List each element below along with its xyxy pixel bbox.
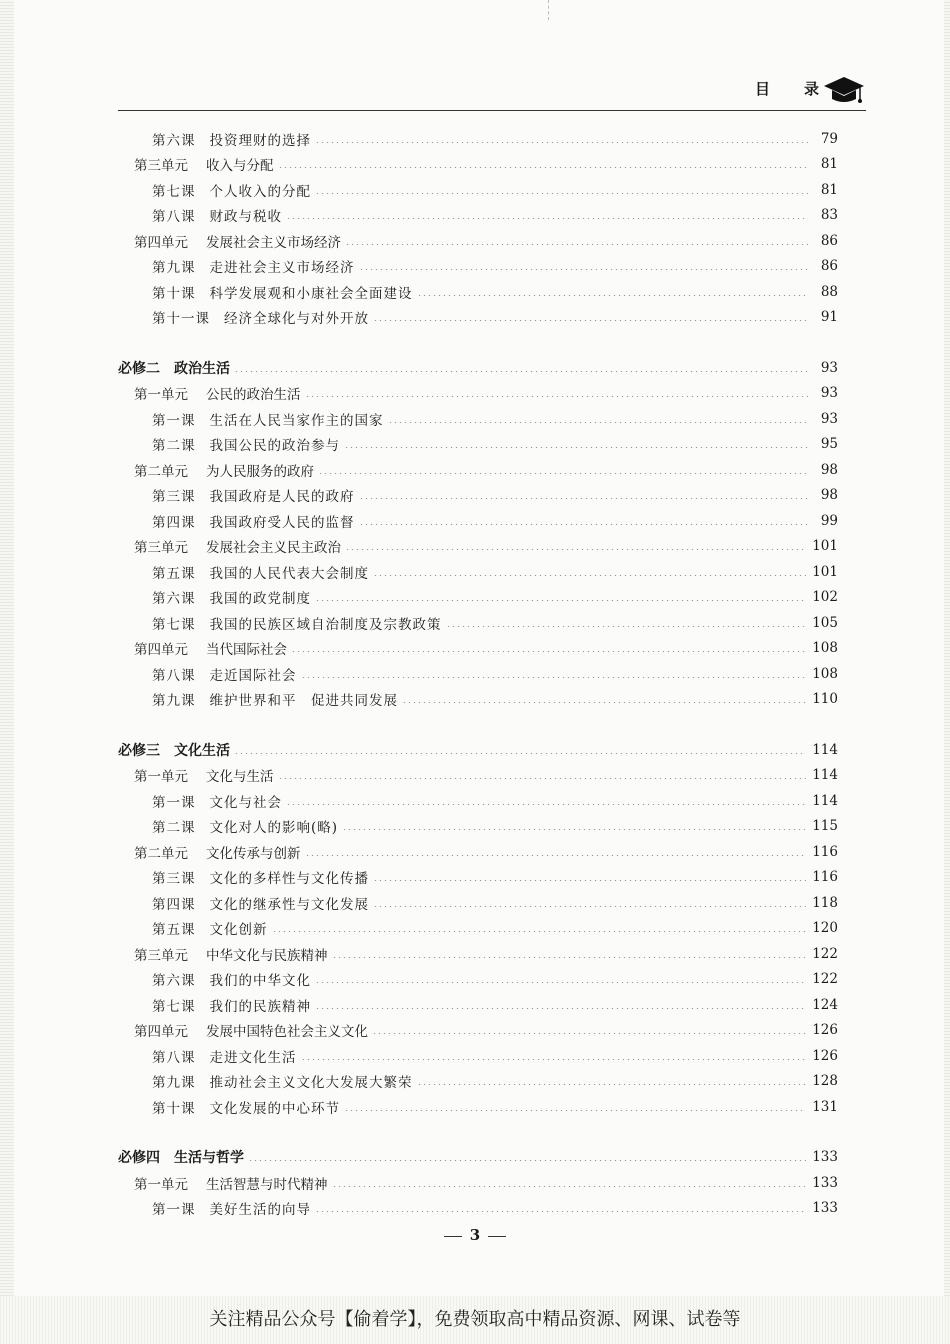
toc-page-number: 108 — [812, 640, 838, 656]
toc-entry-number: 第二单元 — [134, 464, 188, 480]
toc-lesson-row — [152, 1070, 838, 1092]
toc-page-number: 98 — [820, 462, 838, 478]
toc-entry-title: 生活与哲学 — [174, 1150, 244, 1166]
toc-leader-dots — [301, 1059, 807, 1060]
toc-entry-title: 我国政府受人民的监督 — [209, 515, 355, 531]
toc-entry-label — [134, 1020, 368, 1040]
toc-entry-label — [152, 791, 282, 811]
toc-entry-title: 科学发展观和小康社会全面建设 — [209, 286, 413, 302]
toc-leader-dots — [278, 167, 809, 168]
toc-entry-title: 生活智慧与时代精神 — [206, 1177, 328, 1193]
toc-page-number: 101 — [812, 538, 838, 554]
toc-entry-title: 文化发展的中心环节 — [209, 1101, 340, 1117]
toc-leader-dots — [373, 880, 806, 881]
toc-module-row — [118, 1146, 838, 1168]
toc-page-number: 105 — [812, 615, 838, 631]
toc-page-number: 126 — [812, 1048, 838, 1064]
toc-page-number: 83 — [820, 207, 838, 223]
toc-leader-dots — [272, 931, 807, 932]
toc-page-number: 133 — [812, 1175, 838, 1191]
toc-lesson-row — [152, 586, 838, 608]
toc-lesson-row — [152, 510, 838, 532]
toc-page-number: 79 — [820, 131, 838, 147]
toc-leader-dots — [248, 1160, 806, 1161]
toc-page-number: 86 — [820, 258, 838, 274]
toc-leader-dots — [315, 600, 806, 601]
toc-entry-number: 第四单元 — [134, 642, 188, 658]
toc-page-number: 124 — [812, 997, 838, 1013]
page-number-dash-right — [488, 1236, 506, 1237]
toc-entry-label — [152, 562, 369, 582]
toc-leader-dots — [315, 142, 808, 143]
toc-entry-label — [152, 689, 398, 709]
toc-page-number: 93 — [820, 411, 838, 427]
page-number-value: 3 — [469, 1226, 481, 1244]
toc-entry-number: 第七课 — [152, 999, 196, 1015]
toc-page-number: 120 — [812, 920, 838, 936]
toc-leader-dots — [315, 982, 806, 983]
toc-entry-number: 第八课 — [152, 1050, 196, 1066]
toc-entry-number: 第三课 — [152, 489, 196, 505]
toc-entry-label — [118, 740, 230, 760]
toc-entry-number: 第四单元 — [134, 1024, 188, 1040]
toc-unit-row — [134, 1019, 838, 1041]
toc-leader-dots — [417, 1084, 807, 1085]
toc-entry-title: 发展社会主义民主政治 — [206, 540, 341, 556]
toc-lesson-row — [152, 917, 838, 939]
toc-page-number: 93 — [820, 360, 838, 376]
toc-unit-row — [134, 1172, 838, 1194]
toc-entry-number: 第四课 — [152, 515, 196, 531]
toc-entry-label — [134, 460, 314, 480]
toc-entry-label — [152, 129, 311, 149]
toc-entry-label — [152, 613, 442, 633]
toc-page-number: 122 — [812, 946, 838, 962]
toc-entry-number: 第六课 — [152, 591, 196, 607]
toc-entry-label — [134, 1173, 328, 1193]
toc-entry-label — [134, 154, 274, 174]
toc-entry-label — [152, 485, 355, 505]
toc-page-number: 114 — [812, 793, 838, 809]
toc-entry-label — [152, 816, 338, 836]
toc-entry-title: 发展中国特色社会主义文化 — [206, 1024, 368, 1040]
toc-entry-label — [118, 1147, 244, 1167]
toc-module-row — [118, 357, 838, 379]
toc-entry-label — [152, 1071, 413, 1091]
toc-lesson-row — [152, 790, 838, 812]
toc-leader-dots — [446, 626, 807, 627]
toc-leader-dots — [402, 702, 806, 703]
toc-entry-number: 第十课 — [152, 1101, 196, 1117]
toc-entry-number: 第二单元 — [134, 846, 188, 862]
toc-entry-number: 第五课 — [152, 922, 196, 938]
toc-entry-number: 第九课 — [152, 1075, 196, 1091]
toc-entry-number: 第七课 — [152, 617, 196, 633]
toc-page-number: 110 — [812, 691, 838, 707]
toc-entry-title: 投资理财的选择 — [209, 133, 311, 149]
page-number — [0, 1226, 950, 1244]
toc-entry-title: 生活在人民当家作主的国家 — [209, 413, 384, 429]
toc-entry-label — [134, 765, 274, 785]
toc-entry-label — [152, 587, 311, 607]
toc-leader-dots — [373, 906, 806, 907]
toc-entry-number: 第三单元 — [134, 158, 188, 174]
toc-page-number: 81 — [820, 156, 838, 172]
toc-entry-title: 走近国际社会 — [209, 668, 297, 684]
toc-lesson-row — [152, 408, 838, 430]
toc-entry-title: 维护世界和平 促进共同发展 — [209, 693, 398, 709]
toc-lesson-row — [152, 561, 838, 583]
toc-unit-row — [134, 382, 838, 404]
toc-lesson-row — [152, 994, 838, 1016]
toc-entry-number: 第五课 — [152, 566, 196, 582]
toc-page-number: 101 — [812, 564, 838, 580]
toc-entry-number: 第一课 — [152, 1202, 196, 1218]
toc-leader-dots — [372, 1033, 806, 1034]
toc-entry-label — [152, 434, 340, 454]
toc-entry-number: 第一单元 — [134, 387, 188, 403]
toc-entry-title: 美好生活的向导 — [209, 1202, 311, 1218]
toc-page-number: 126 — [812, 1022, 838, 1038]
toc-entry-title: 推动社会主义文化大发展大繁荣 — [209, 1075, 413, 1091]
toc-entry-title: 文化与社会 — [209, 795, 282, 811]
toc-leader-dots — [332, 957, 807, 958]
toc-lesson-row — [152, 968, 838, 990]
toc-lesson-row — [152, 663, 838, 685]
toc-entry-title: 文化创新 — [209, 922, 268, 938]
toc-page-number: 122 — [812, 971, 838, 987]
toc-leader-dots — [359, 498, 809, 499]
toc-entry-label — [152, 1097, 340, 1117]
toc-entry-title: 我国的政党制度 — [209, 591, 311, 607]
toc-lesson-row — [152, 255, 838, 277]
toc-leader-dots — [332, 1186, 807, 1187]
toc-page-number: 93 — [820, 385, 838, 401]
toc-entry-number: 第三课 — [152, 871, 196, 887]
toc-entry-title: 发展社会主义市场经济 — [206, 235, 341, 251]
toc-entry-number: 第三单元 — [134, 540, 188, 556]
toc-unit-row — [134, 841, 838, 863]
toc-entry-label — [134, 842, 301, 862]
toc-lesson-row — [152, 892, 838, 914]
toc-lesson-row — [152, 306, 838, 328]
toc-entry-label — [152, 409, 384, 429]
toc-leader-dots — [286, 804, 806, 805]
toc-lesson-row — [152, 1096, 838, 1118]
toc-leader-dots — [291, 651, 806, 652]
toc-leader-dots — [286, 218, 808, 219]
toc-leader-dots — [359, 524, 809, 525]
toc-entry-title: 收入与分配 — [206, 158, 274, 174]
toc-leader-dots — [373, 320, 808, 321]
toc-leader-dots — [344, 1110, 806, 1111]
toc-entry-number: 第八课 — [152, 209, 196, 225]
footer-promo-text: 关注精品公众号【偷着学】，免费领取高中精品资源、网课、试卷等 — [209, 1309, 741, 1330]
toc-unit-row — [134, 230, 838, 252]
toc-unit-row — [134, 535, 838, 557]
toc-entry-number: 必修四 — [118, 1150, 160, 1166]
toc-leader-dots — [234, 753, 806, 754]
toc-leader-dots — [388, 422, 809, 423]
toc-entry-number: 第二课 — [152, 438, 196, 454]
toc-page-number: 99 — [820, 513, 838, 529]
toc-entry-number: 第十一课 — [152, 311, 210, 327]
toc-entry-title: 当代国际社会 — [206, 642, 287, 658]
toc-entry-label — [152, 307, 369, 327]
toc-entry-label — [152, 969, 311, 989]
toc-entry-label — [152, 995, 311, 1015]
toc-entry-number: 第十课 — [152, 286, 196, 302]
toc-leader-dots — [234, 371, 808, 372]
toc-page-number: 95 — [820, 436, 838, 452]
toc-page-number: 91 — [820, 309, 838, 325]
toc-entry-label — [152, 256, 355, 276]
toc-entry-title: 文化的多样性与文化传播 — [209, 871, 369, 887]
toc-unit-row — [134, 764, 838, 786]
toc-entry-number: 第一课 — [152, 413, 196, 429]
toc-leader-dots — [345, 244, 808, 245]
toc-lesson-row — [152, 128, 838, 150]
toc-entry-title: 我们的民族精神 — [209, 999, 311, 1015]
toc-entry-label — [134, 231, 341, 251]
toc-entry-label — [152, 205, 282, 225]
toc-page-number: 116 — [812, 844, 838, 860]
toc-entry-label — [152, 893, 369, 913]
toc-leader-dots — [342, 829, 806, 830]
header-char-2: 录 — [804, 80, 820, 98]
toc-entry-title: 我国公民的政治参与 — [209, 438, 340, 454]
toc-entry-title: 中华文化与民族精神 — [206, 948, 328, 964]
toc-page-number: 81 — [820, 182, 838, 198]
toc-leader-dots — [344, 447, 808, 448]
toc-page-number: 133 — [812, 1149, 838, 1165]
toc-module-row — [118, 739, 838, 761]
toc-lesson-row — [152, 204, 838, 226]
toc-entry-label — [134, 944, 328, 964]
toc-page-number: 114 — [812, 742, 838, 758]
toc-entry-number: 必修三 — [118, 743, 160, 759]
toc-unit-row — [134, 459, 838, 481]
toc-page-number: 118 — [812, 895, 838, 911]
toc-lesson-row — [152, 1197, 838, 1219]
toc-entry-number: 第二课 — [152, 820, 196, 836]
toc-entry-title: 个人收入的分配 — [209, 184, 311, 200]
toc-leader-dots — [315, 193, 808, 194]
toc-entry-label — [152, 1046, 297, 1066]
toc-entry-title: 文化与生活 — [206, 769, 274, 785]
toc-leader-dots — [417, 295, 809, 296]
toc-entry-number: 第四单元 — [134, 235, 188, 251]
toc-leader-dots — [359, 269, 809, 270]
toc-lesson-row — [152, 815, 838, 837]
toc-leader-dots — [301, 677, 807, 678]
toc-page-number: 128 — [812, 1073, 838, 1089]
toc-page-number: 102 — [812, 589, 838, 605]
toc-entry-number: 第七课 — [152, 184, 196, 200]
toc-unit-row — [134, 943, 838, 965]
page-number-dash-left — [444, 1236, 462, 1237]
toc-unit-row — [134, 153, 838, 175]
toc-entry-title: 我国政府是人民的政府 — [209, 489, 355, 505]
toc-leader-dots — [345, 549, 806, 550]
toc-entry-number: 第四课 — [152, 897, 196, 913]
toc-leader-dots — [305, 855, 807, 856]
toc-entry-number: 第九课 — [152, 260, 196, 276]
toc-lesson-row — [152, 866, 838, 888]
toc-entry-title: 公民的政治生活 — [206, 387, 301, 403]
toc-entry-label — [152, 664, 297, 684]
toc-lesson-row — [152, 281, 838, 303]
toc-entry-label — [152, 282, 413, 302]
toc-entry-title: 文化生活 — [174, 743, 230, 759]
toc-entry-title: 政治生活 — [174, 361, 230, 377]
toc-entry-title: 走进文化生活 — [209, 1050, 297, 1066]
toc-leader-dots — [305, 396, 809, 397]
toc-leader-dots — [373, 575, 806, 576]
toc-entry-title: 我们的中华文化 — [209, 973, 311, 989]
toc-entry-label — [152, 511, 355, 531]
toc-entry-number: 第三单元 — [134, 948, 188, 964]
toc-leader-dots — [315, 1211, 806, 1212]
toc-leader-dots — [318, 473, 808, 474]
toc-entry-label — [152, 1198, 311, 1218]
toc-leader-dots — [315, 1008, 806, 1009]
toc-entry-number: 必修二 — [118, 361, 160, 377]
toc-entry-title: 财政与税收 — [209, 209, 282, 225]
toc-entry-label — [152, 867, 369, 887]
toc-leader-dots — [278, 778, 807, 779]
toc-entry-title: 文化对人的影响(略) — [209, 820, 339, 836]
toc-entry-title: 走进社会主义市场经济 — [209, 260, 355, 276]
toc-entry-label — [134, 536, 341, 556]
toc-page-number: 98 — [820, 487, 838, 503]
toc-page-number: 131 — [812, 1099, 838, 1115]
toc-lesson-row — [152, 484, 838, 506]
toc-lesson-row — [152, 179, 838, 201]
toc-entry-title: 为人民服务的政府 — [206, 464, 314, 480]
toc-lesson-row — [152, 612, 838, 634]
toc-page-number: 116 — [812, 869, 838, 885]
toc-page-number: 115 — [812, 818, 838, 834]
toc-entry-number: 第一课 — [152, 795, 196, 811]
header-char-1: 目 — [755, 80, 771, 98]
toc-entry-title: 我国的民族区域自治制度及宗教政策 — [209, 617, 442, 633]
toc-page-number: 114 — [812, 767, 838, 783]
toc-entry-title: 经济全球化与对外开放 — [224, 311, 369, 327]
toc-entry-label — [134, 638, 287, 658]
toc-entry-label — [118, 358, 230, 378]
toc-page-number: 108 — [812, 666, 838, 682]
toc-entry-number: 第九课 — [152, 693, 196, 709]
toc-lesson-row — [152, 1045, 838, 1067]
toc-unit-row — [134, 637, 838, 659]
toc-entry-label — [152, 180, 311, 200]
toc-page-number: 88 — [820, 284, 838, 300]
toc-entry-number: 第一单元 — [134, 769, 188, 785]
toc-page-number: 86 — [820, 233, 838, 249]
toc-entry-title: 文化传承与创新 — [206, 846, 301, 862]
toc-entry-title: 文化的继承性与文化发展 — [209, 897, 369, 913]
toc-entry-title: 我国的人民代表大会制度 — [209, 566, 369, 582]
toc-lesson-row — [152, 688, 838, 710]
toc-entry-label — [134, 383, 301, 403]
toc-entry-number: 第一单元 — [134, 1177, 188, 1193]
toc-entry-label — [152, 918, 268, 938]
toc-page-number: 133 — [812, 1200, 838, 1216]
toc-entry-number: 第六课 — [152, 133, 196, 149]
toc-entry-number: 第八课 — [152, 668, 196, 684]
toc-entry-number: 第六课 — [152, 973, 196, 989]
toc-lesson-row — [152, 433, 838, 455]
